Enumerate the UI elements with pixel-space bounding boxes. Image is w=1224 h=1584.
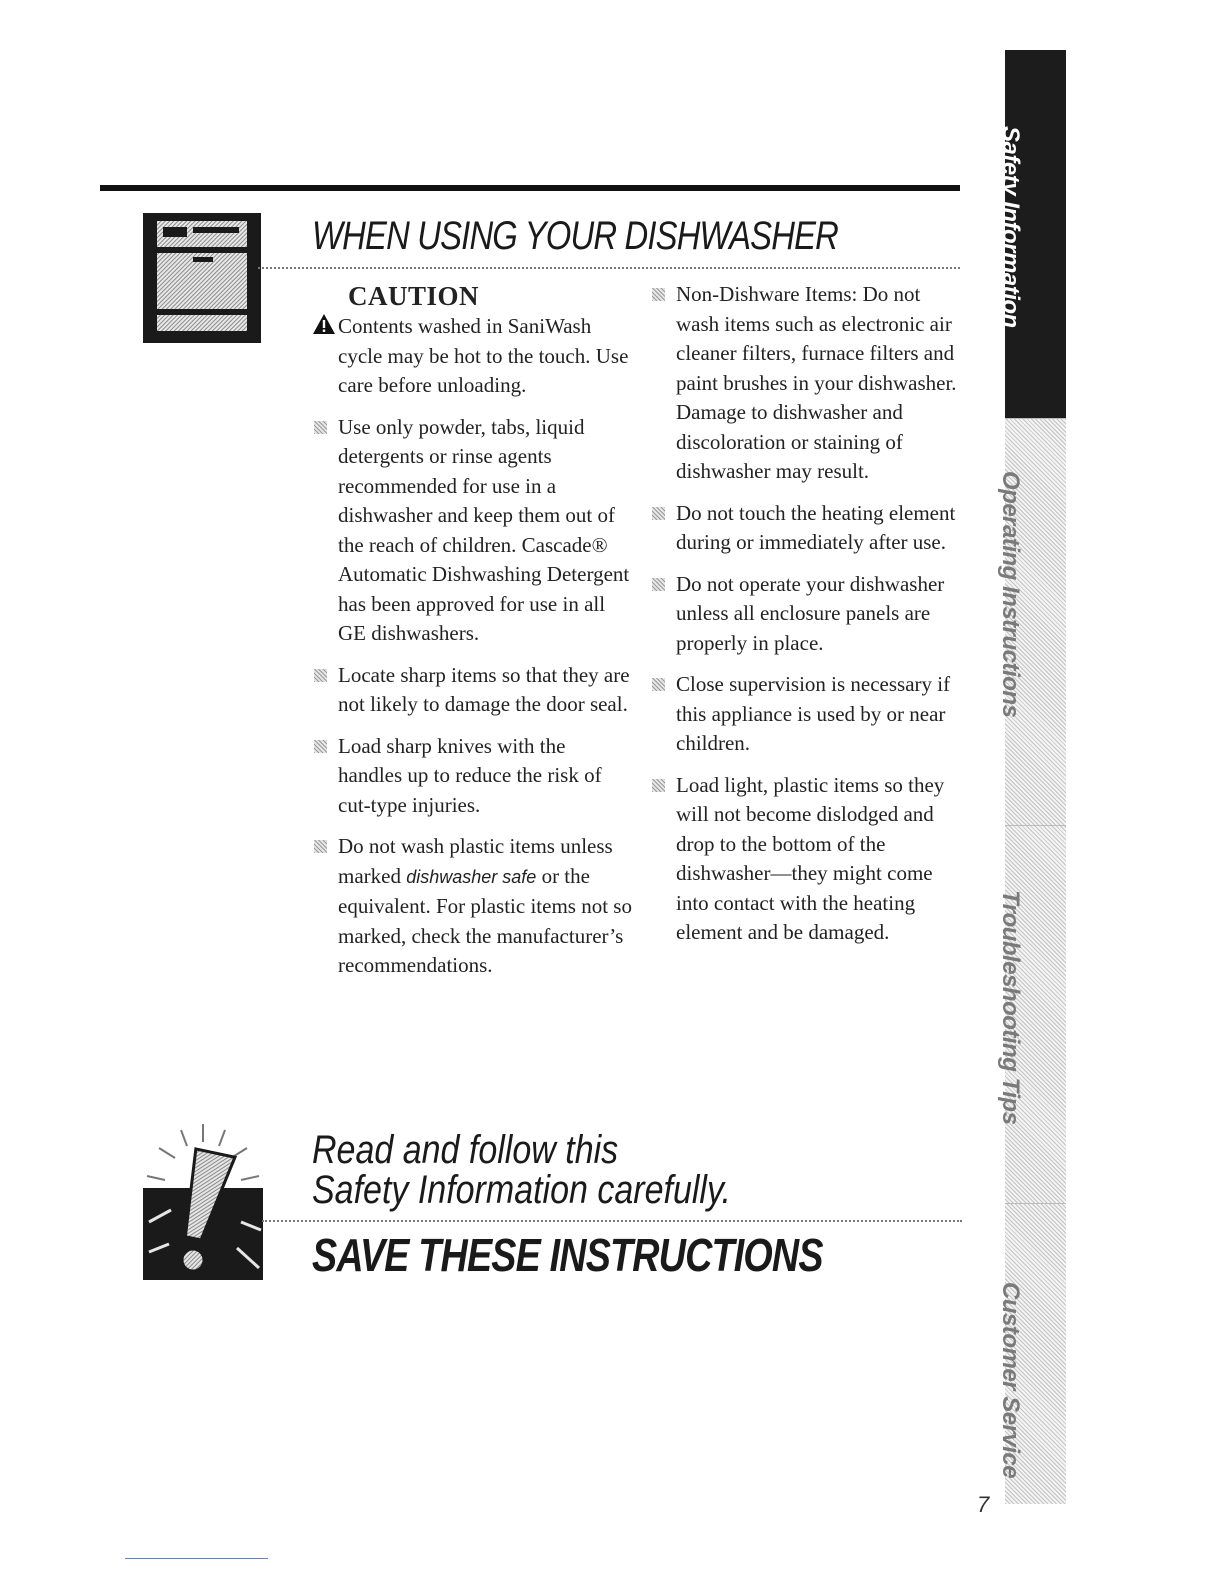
list-item <box>650 280 960 487</box>
bullet-square-icon <box>652 507 665 520</box>
list-item <box>312 732 632 821</box>
exclamation-alert-icon <box>143 1122 263 1280</box>
bullet-text: Load light, plastic items so they will not become dislodged and drop to the bottom of the dishwasher—they might come into contact with the heating element and be damaged. <box>676 772 945 944</box>
bullet-square-icon <box>314 421 327 434</box>
tab-label: Troubleshooting Tips <box>996 890 1024 1125</box>
bullet-text: Do not wash plastic items unless marked <box>338 834 613 888</box>
bullet-square-icon <box>314 840 327 853</box>
tab-operating-instructions[interactable] <box>996 418 1066 826</box>
left-column <box>312 280 632 993</box>
tab-troubleshooting-tips[interactable] <box>996 825 1066 1204</box>
bullet-square-icon <box>314 740 327 753</box>
caution-body <box>312 312 632 401</box>
bullet-text: Close supervision is necessary if this appliance is used by or near children. <box>676 672 951 755</box>
bullet-square-icon <box>652 779 665 792</box>
tab-safety-information[interactable] <box>996 50 1066 418</box>
tab-label: Customer Service <box>996 1282 1024 1479</box>
top-rule <box>100 185 960 191</box>
list-item <box>312 413 632 649</box>
read-line-1: Read and follow this <box>312 1128 619 1172</box>
tab-label: Safety Information <box>996 126 1024 328</box>
bullet-text: Use only powder, tabs, liquid detergents or rinse agents recommended for use in a dishwasher and keep them out of the reach of children. Cascade® Automatic Dishwashing Detergent has been approved for use in all GE dishwashers. <box>338 414 630 645</box>
warning-triangle-icon <box>312 313 336 335</box>
list-item <box>650 771 960 948</box>
bullet-text: Do not touch the heating element during or immediately after use. <box>676 500 956 554</box>
bullet-text: Load sharp knives with the handles up to reduce the risk of cut-type injuries. <box>338 733 602 817</box>
save-instructions-heading: SAVE THESE INSTRUCTIONS <box>312 1229 823 1281</box>
read-follow-heading <box>312 1130 731 1210</box>
bottom-rule <box>125 1558 268 1559</box>
read-line-2: Safety Information carefully. <box>312 1168 731 1212</box>
bullet-square-icon <box>652 678 665 691</box>
side-tabs <box>996 50 1066 1503</box>
right-column <box>650 280 960 960</box>
list-item <box>650 570 960 659</box>
bullet-text: Do not operate your dishwasher unless all enclosure panels are properly in place. <box>676 571 945 655</box>
list-item <box>312 661 632 720</box>
list-item <box>650 670 960 759</box>
caution-text: Contents washed in SaniWash cycle may be hot to the touch. Use care before unloading. <box>338 314 629 397</box>
list-item <box>312 832 632 981</box>
dishwasher-icon <box>143 213 261 343</box>
bullet-text: Non-Dishware Items: Do not wash items such as electronic air cleaner filters, furnace filters and paint brushes in your dishwasher. Damage to dishwasher and discoloration or staining of dishwasher may result. <box>676 282 957 483</box>
bullet-square-icon <box>652 288 665 301</box>
tab-customer-service[interactable] <box>996 1203 1066 1504</box>
read-underline <box>262 1220 962 1222</box>
bullet-square-icon <box>314 669 327 682</box>
bullet-text: Locate sharp items so that they are not likely to damage the door seal. <box>338 662 630 716</box>
bullet-square-icon <box>652 578 665 591</box>
bullet-text: or the equivalent. For plastic items not so marked, check the manufacturer’s recommendations. <box>338 863 632 977</box>
tab-label: Operating Instructions <box>996 471 1024 718</box>
caution-heading: CAUTION <box>348 281 480 311</box>
title-underline <box>258 267 960 269</box>
dishwasher-safe-emphasis: dishwasher safe <box>406 866 537 887</box>
list-item <box>650 499 960 558</box>
section-title: WHEN USING YOUR DISHWASHER <box>312 214 839 258</box>
page-number: 7 <box>977 1492 990 1517</box>
